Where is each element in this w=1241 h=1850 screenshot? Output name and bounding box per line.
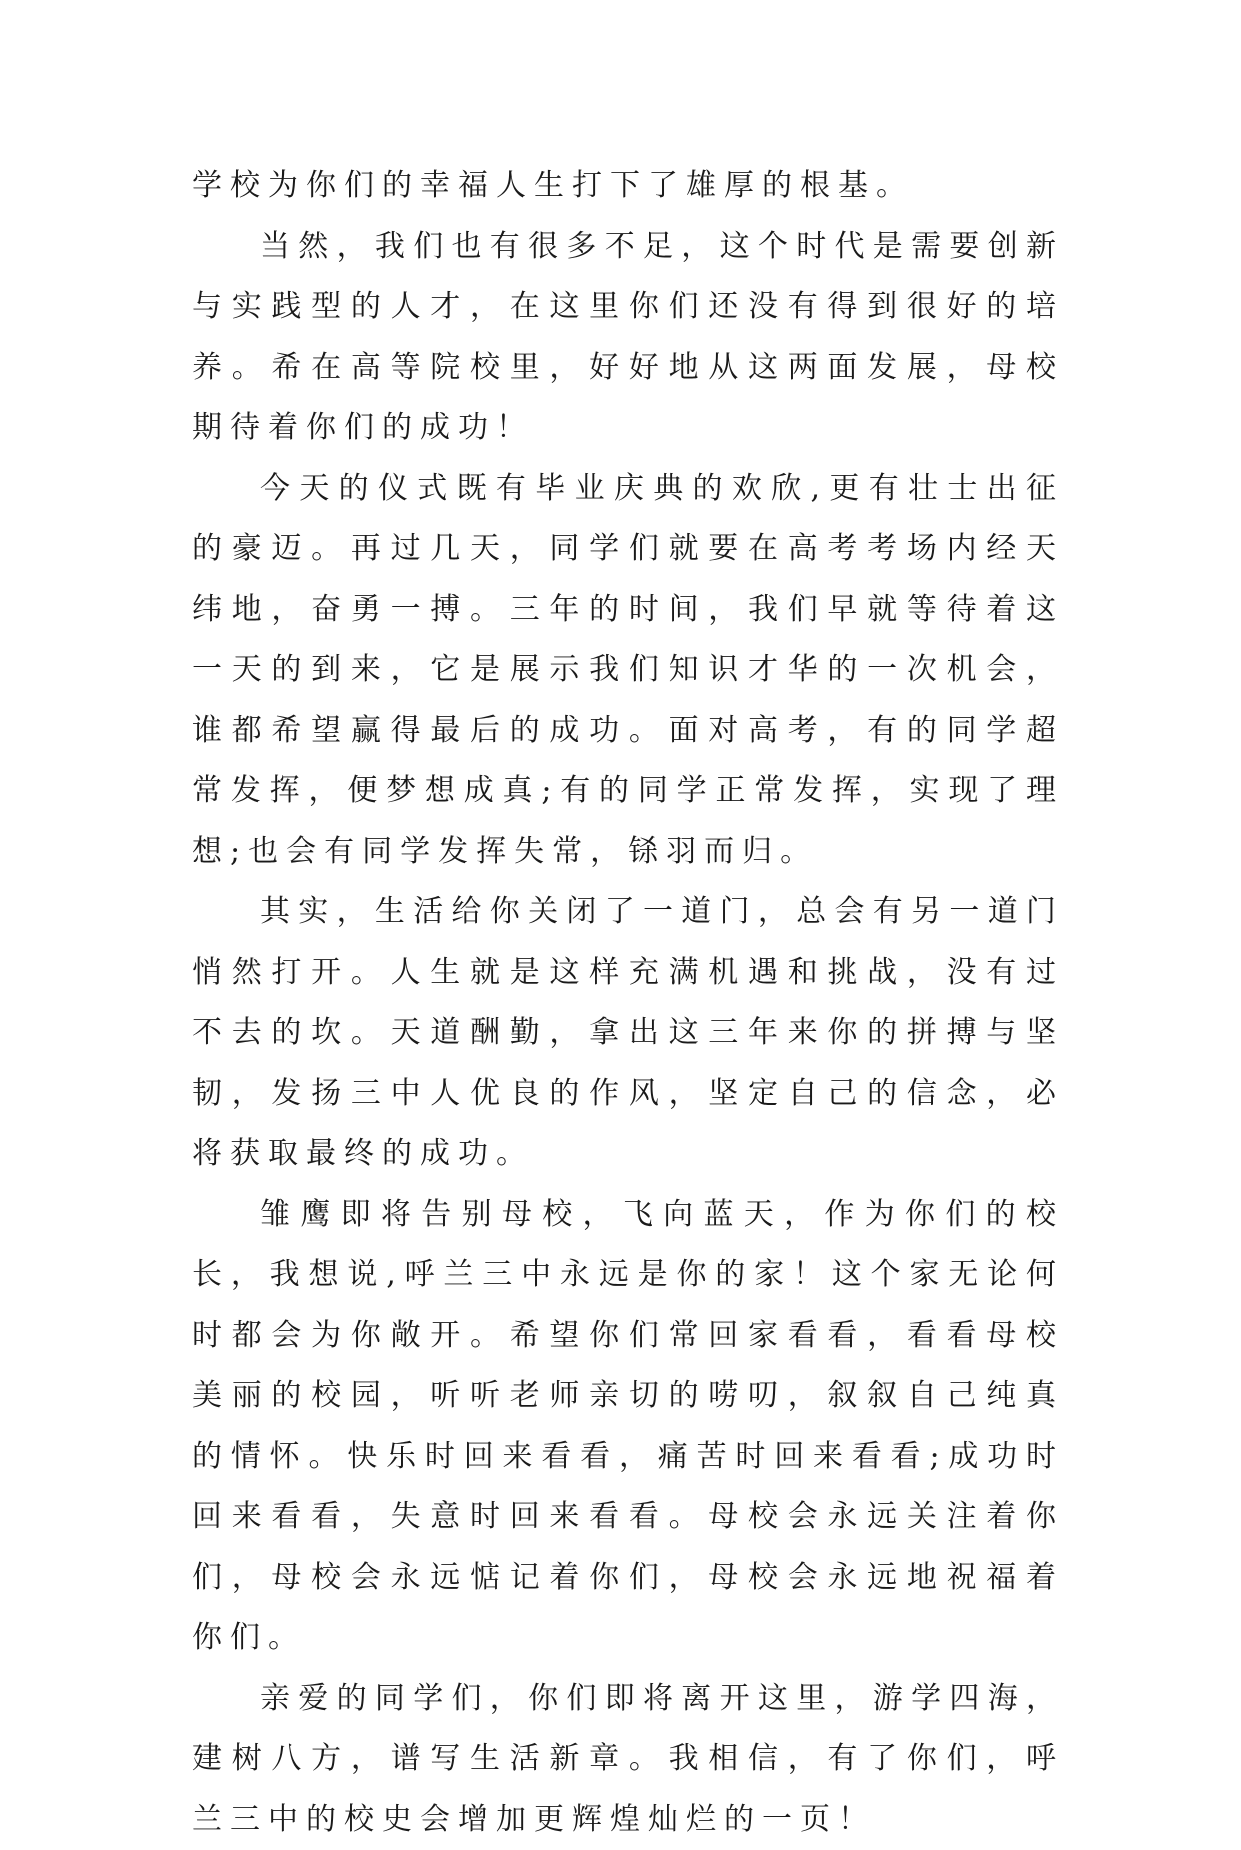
paragraph-1: 学校为你们的幸福人生打下了雄厚的根基。 [192,156,1064,217]
paragraph-3: 今天的仪式既有毕业庆典的欢欣,更有壮士出征的豪迈。再过几天，同学们就要在高考考场内经天纬地，奋勇一搏。三年的时间，我们早就等待着这一天的到来，它是展示我们知识才华的一次机会，谁都希望赢得最后的成功。面对高考，有的同学超常发挥，便梦想成真;有的同学正常发挥，实现了理想;也会有同学发挥失常，铩羽而归。 [192,459,1064,883]
document-body [192,156,1064,1850]
paragraph-4: 其实，生活给你关闭了一道门，总会有另一道门悄然打开。人生就是这样充满机遇和挑战，没有过不去的坎。天道酬勤，拿出这三年来你的拼搏与坚韧，发扬三中人优良的作风，坚定自己的信念，必将获取最终的成功。 [192,882,1064,1185]
paragraph-5: 雏鹰即将告别母校，飞向蓝天，作为你们的校长，我想说,呼兰三中永远是你的家！这个家无论何时都会为你敞开。希望你们常回家看看，看看母校美丽的校园，听听老师亲切的唠叨，叙叙自己纯真的情怀。快乐时回来看看，痛苦时回来看看;成功时回来看看，失意时回来看看。母校会永远关注着你们，母校会永远惦记着你们，母校会永远地祝福着你们。 [192,1185,1064,1669]
paragraph-6: 亲爱的同学们，你们即将离开这里，游学四海，建树八方，谱写生活新章。我相信，有了你们，呼兰三中的校史会增加更辉煌灿烂的一页！ [192,1669,1064,1850]
paragraph-2: 当然，我们也有很多不足，这个时代是需要创新与实践型的人才，在这里你们还没有得到很好的培养。希在高等院校里，好好地从这两面发展，母校期待着你们的成功！ [192,217,1064,459]
